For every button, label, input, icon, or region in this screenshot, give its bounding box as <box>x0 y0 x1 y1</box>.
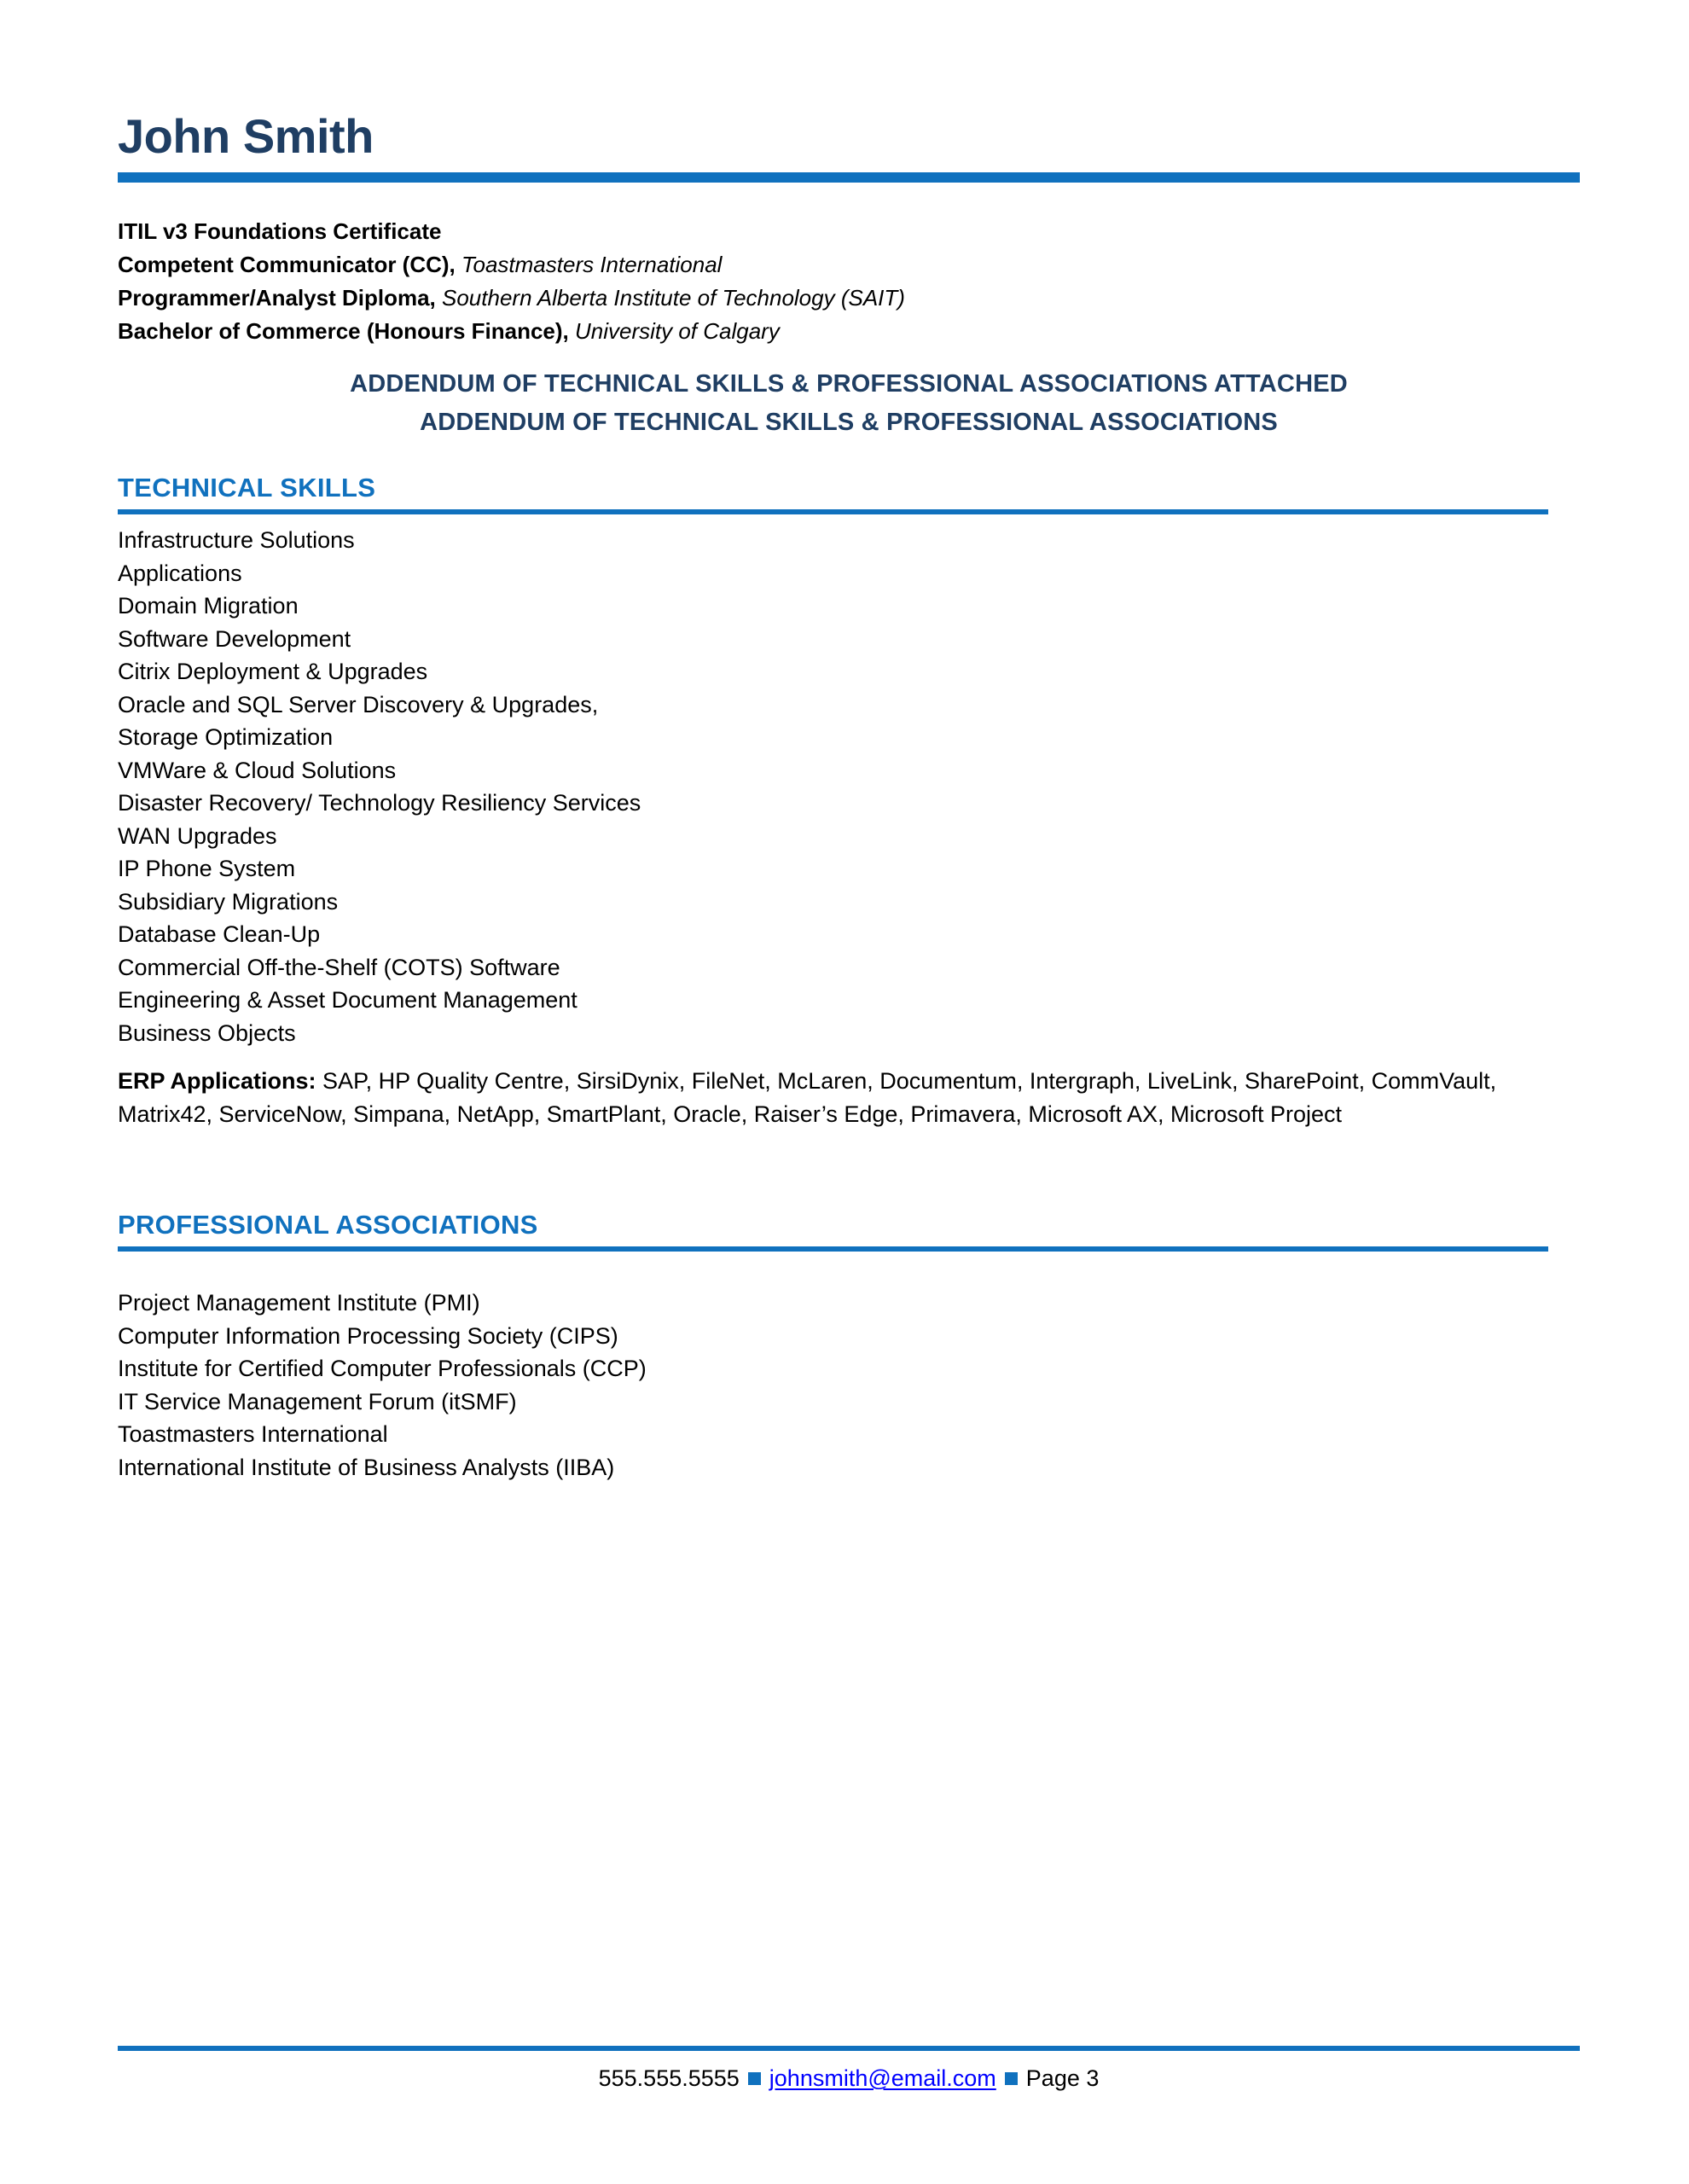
credential-bold: Programmer/Analyst Diploma, <box>118 285 436 311</box>
list-item: Computer Information Processing Society (CIPS) <box>118 1322 618 1349</box>
page-title: John Smith <box>118 109 374 163</box>
credential-line <box>118 282 1580 315</box>
section-technical-skills <box>118 474 1580 514</box>
credential-italic: Southern Alberta Institute of Technology (SAIT) <box>435 285 905 311</box>
credential-italic: Toastmasters International <box>455 252 723 277</box>
erp-applications-paragraph <box>118 1065 1500 1130</box>
erp-label: ERP Applications: <box>118 1068 316 1094</box>
addendum-line-2: ADDENDUM OF TECHNICAL SKILLS & PROFESSIONAL ASSOCIATIONS <box>420 409 1278 436</box>
list-item: Database Clean-Up <box>118 921 321 947</box>
list-item: Toastmasters International <box>118 1421 388 1447</box>
document-header <box>118 109 1580 183</box>
list-item: Infrastructure Solutions <box>118 527 355 553</box>
list-item: Oracle and SQL Server Discovery & Upgrades, <box>118 691 599 717</box>
erp-value: SAP, HP Quality Centre, SirsiDynix, FileNet, McLaren, Documentum, Intergraph, LiveLink, SharePoint, CommVault, Matrix42, ServiceNow, Simpana, NetApp, SmartPlant, Oracle, Raiser’s Edge, Primavera, Microsoft AX, Microsoft Project <box>118 1068 1497 1127</box>
credential-line <box>118 248 1580 282</box>
addendum-headings <box>118 365 1580 442</box>
addendum-line-1: ADDENDUM OF TECHNICAL SKILLS & PROFESSIONAL ASSOCIATIONS ATTACHED <box>350 370 1348 398</box>
section-accent-rule <box>118 1246 1548 1252</box>
list-item: VMWare & Cloud Solutions <box>118 757 397 783</box>
footer-email-link[interactable]: johnsmith@email.com <box>769 2065 996 2091</box>
list-item: Software Development <box>118 625 351 652</box>
footer-page-number: Page 3 <box>1025 2065 1100 2091</box>
technical-skills-list <box>118 524 1580 1049</box>
list-item: Institute for Certified Computer Professionals (CCP) <box>118 1356 647 1381</box>
square-bullet-icon <box>1005 2072 1018 2085</box>
credential-bold: ITIL v3 Foundations Certificate <box>118 218 442 244</box>
square-bullet-icon <box>748 2072 761 2085</box>
credential-italic: University of Calgary <box>568 318 780 344</box>
footer-contact-line <box>118 2063 1580 2094</box>
list-item: Disaster Recovery/ Technology Resiliency Services <box>118 790 641 816</box>
list-item: Domain Migration <box>118 593 299 619</box>
list-item: Business Objects <box>118 1019 296 1046</box>
list-item: Subsidiary Migrations <box>118 888 339 915</box>
section-professional-associations <box>118 1211 1580 1252</box>
section-accent-rule <box>118 509 1548 514</box>
page-footer <box>118 2046 1580 2094</box>
credential-line <box>118 215 1580 248</box>
credentials-list <box>118 215 1580 348</box>
section-heading-label: TECHNICAL SKILLS <box>118 473 376 502</box>
credential-bold: Competent Communicator (CC), <box>118 252 456 277</box>
section-heading-label: PROFESSIONAL ASSOCIATIONS <box>118 1210 538 1240</box>
credential-line <box>118 315 1580 348</box>
list-item: Engineering & Asset Document Management <box>118 987 578 1013</box>
list-item: IT Service Management Forum (itSMF) <box>118 1388 517 1414</box>
professional-associations-list <box>118 1287 1580 1484</box>
list-item: Project Management Institute (PMI) <box>118 1290 480 1316</box>
list-item: Citrix Deployment & Upgrades <box>118 659 428 684</box>
footer-phone: 555.555.5555 <box>598 2065 740 2091</box>
credential-bold: Bachelor of Commerce (Honours Finance), <box>118 318 569 344</box>
list-item: Storage Optimization <box>118 724 334 750</box>
list-item: IP Phone System <box>118 856 296 881</box>
footer-accent-rule <box>118 2046 1580 2051</box>
header-accent-rule <box>118 172 1580 183</box>
list-item: Commercial Off-the-Shelf (COTS) Software <box>118 954 560 980</box>
list-item: WAN Upgrades <box>118 822 277 849</box>
list-item: Applications <box>118 560 242 586</box>
list-item: International Institute of Business Analysts (IIBA) <box>118 1454 615 1480</box>
